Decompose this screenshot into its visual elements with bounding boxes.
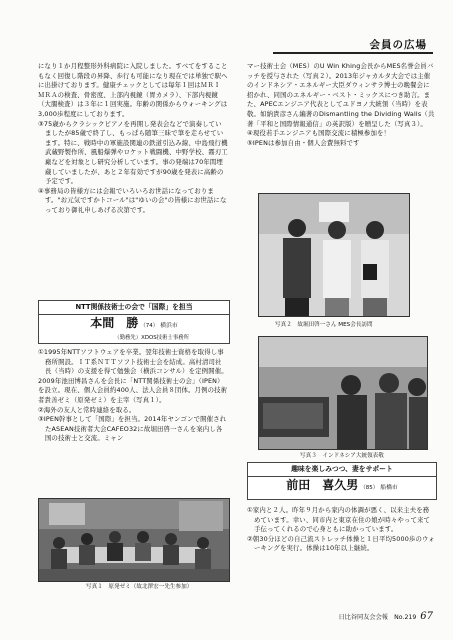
- section-title-rule: [273, 52, 433, 54]
- right-column-bottom-text: [247, 506, 435, 554]
- photo-caption: 写真１ 原発ゼミ（故北澤宏一先生参加）: [86, 584, 193, 590]
- left-column-top-text: [38, 62, 228, 216]
- photo-caption: 写真３ インドネシア大統領表敬: [300, 453, 384, 459]
- profile-box-maeda: [247, 462, 437, 500]
- profile-name: 本間 勝: [90, 316, 139, 330]
- paragraph: ③IPEN幹事として「国際」を担当。2014年ヤンゴンで開催されたASEAN技術者大会CAFEO32に故堀田啓一さんを案内し各国の技術士と交流。ミャン: [38, 415, 227, 443]
- photo-mes-visit: [258, 193, 410, 317]
- paragraph: ①家内と２人。昨年９月から家内の体調が悪く、以来主夫を務めています。幸い、同市内と東京在住の娘が時々やって来て手伝ってくれるので心身ともに助かっています。: [247, 506, 431, 534]
- section-header: [273, 36, 433, 53]
- paragraph: 2009年池田博昌さんを会長に「NTT関係技術士の会」（IPEN）を設立。現在、個人会員約400人、法人会員８団体。月例の技術者貴善ゼミ（原発ゼミ）を主宰（写真１）。: [38, 376, 228, 404]
- profile-city: 横浜市: [160, 323, 178, 329]
- paragraph: マー技術士会（MES）のU Win Khing会長からMES名誉会員バッチを授与された（写真２）。2013年ジャカルタ大会では主催のインドネシア・エネルギー大臣ダウィンサラ博士の晩餐会に招かれ、同国のエネルギー・ベスト・ミックスにつき助言。また、APECエンジニア代表としてユドヨノ大統領（当時）を表敬。如納貴彦さん編著のDismantling the Dividing Walls（共著「平和と国際情報通信」の英訳版）を贈呈した（写真３）。: [247, 62, 435, 128]
- page-footer: [338, 611, 433, 622]
- paragraph: になり１か月程整形外科病院に入院しました。すべてをすることもなく回復し階段の昇降、歩行も可能になり現在では単独で駅へに出掛けております。健康チェックとしては毎年１回はＭＲＩ ＭＲＡの検査、骨密度、上部内視鏡（胃カメラ）、下部内視鏡（大腸検査）は３年に１回実施。年齢の関係からウォーキングは3,000歩程度にしております。: [38, 62, 228, 118]
- paragraph: ⑤IPENは参加自由・個人会費無料です: [247, 138, 360, 147]
- profile-city: 船橋市: [380, 485, 398, 491]
- publication-name: 日比谷同友会会報 No.219: [338, 614, 417, 621]
- photo-caption: 写真２ 故堀田啓一さん MES会長訪問: [275, 322, 373, 328]
- photo-president-visit: [258, 336, 428, 450]
- profile-name-line: [248, 478, 436, 495]
- profile-affiliation: （勤務先）XDOS技術士事務所: [114, 335, 189, 341]
- profile-heading: NTT関係技術士の会で「国際」を担当: [39, 301, 229, 315]
- president-visit-photo-image: [259, 337, 427, 449]
- paragraph: ②朝30分ほどの自己流ストレッチ体操と１日平均5000歩のウォーキングを実行。体操は10年以上継続。: [247, 534, 435, 553]
- profile-name: 前田 喜久男: [286, 478, 359, 492]
- mes-visit-photo-image: [259, 194, 409, 316]
- paragraph: ④事務局の皆様方には会報でいろいろお世話になっております。"お元気ですかトコール"は"ゆいの会"の皆様にお世話になっており御礼申しあげる次第です。: [38, 186, 227, 214]
- seminar-photo-image: [39, 499, 229, 581]
- profile-heading: 趣味を楽しみつつ、妻をサポート: [248, 463, 436, 477]
- paragraph: ④現役若手エンジニアも国際交流に積極参加を！: [247, 129, 391, 138]
- profile-age: （85）: [360, 485, 379, 491]
- section-title: 会員の広場: [369, 39, 427, 51]
- left-column-mid-text: [38, 348, 228, 444]
- profile-name-line: [39, 316, 229, 333]
- profile-age: （74）: [140, 323, 159, 329]
- paragraph: ①1995年NTTソフトウェアを卒業。翌年技術士資格を取得し事務所開設。ＩＴ系ＮＴＴソフト技術士会を結成。高村清司社長（当時）の支援を得て勉強会（横浜コンサル）を定例開催。: [38, 348, 228, 376]
- paragraph: ②海外の友人と常時連絡を取る。: [38, 405, 136, 414]
- profile-box-honma: [38, 300, 230, 344]
- paragraph: ③75歳からクラシックピアノを再開し発表会などで演奏していましたが85歳で終了し、もっぱら随筆三昧で筆を走らせています。特に、戦時中の軍施設関連の鉄道引込み線、中島飛行機武蔵野製作所、風船爆弾やロケット戦闘機、中野学校、霧刃工廠などを対象とし研究分析しています。事の発端は70年間埋蔵していましたが、あと２年有効ですが90歳を発表に高齢の予定です。: [38, 119, 228, 186]
- photo-seminar: [38, 498, 230, 582]
- page-number: 67: [420, 611, 433, 622]
- right-column-top-text: [247, 62, 435, 148]
